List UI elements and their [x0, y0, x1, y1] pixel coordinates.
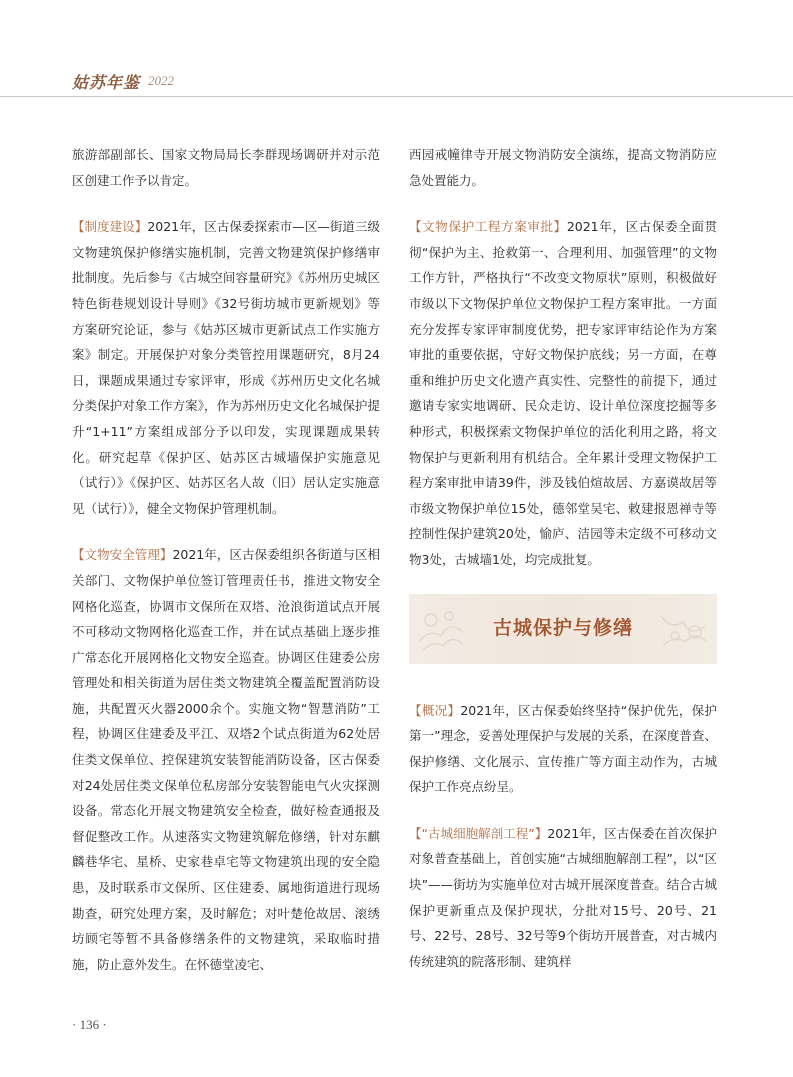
paragraph-project-approval: [409, 214, 717, 572]
paragraph-text: 2021年，区古保委在首次保护对象普查基础上，首创实施“古城细胞解剖工程”，以“区块”——街坊为实施单位对古城开展深度普查。结合古城保护更新重点及保护现状，分批对15号、20号、21号、22号、28号、32号等9个街坊开展普查，对古城内传统建筑的院落形制、建筑样: [409, 825, 718, 969]
paragraph-heritage-safety: [72, 542, 380, 977]
section-tag: 【概况】: [409, 702, 461, 718]
right-column: [409, 142, 717, 995]
paragraph-text: 2021年，区古保委全面贯彻“保护为主、抢救第一、合理利用、加强管理”的文物工作方针，严格执行“不改变文物原状”原则，积极做好市级以下文物保护单位文物保护工程方案审批。一方面充分发挥专家评审制度优势，把专家评审结论作为方案审批的重要依据，守好文物保护底线；另一方面，在尊重和维护历史文化遗产真实性、完整性的前提下，通过邀请专家实地调研、民众走访、设计单位深度挖掘等多种形式，积极探索文物保护单位的活化利用之路，将文物保护与更新利用有机结合。全年累计受理文物保护工程方案审批申请39件，涉及钱伯煊故居、方嘉谟故居等市级文物保护单位15处，德邻堂吴宅、敕建报恩禅寺等控制性保护建筑20处，愉庐、洁园等未定级不可移动文物3处，古城墙1处，均完成批复。: [409, 219, 717, 567]
section-tag: 【制度建设】: [72, 219, 148, 235]
yearbook-year: 2022: [148, 73, 174, 88]
section-title: 古城保护与修缮: [492, 616, 633, 639]
left-column: [72, 142, 380, 998]
page-number: · 136 ·: [72, 1017, 107, 1032]
paragraph-text: 2021年，区古保委组织各街道与区相关部门、文物保护单位签订管理责任书，推进文物安全网格化巡查，协调市文保所在双塔、沧浪街道试点开展不可移动文物网格化巡查工作，并在试点基础上逐步推广常态化开展网格化文物安全巡查。协调区住建委公房管理处和相关街道为居住类文物建筑全覆盖配置消防设施，共配置灭火器2000余个。实施文物“智慧消防”工程，协调区住建委及平江、双塔2个试点街道为62处居住类文保单位、控保建筑安装智能消防设备，区古保委对24处居住类文保单位私房部分安装智能电气火灾探测设备。常态化开展文物建筑安全检查，做好检查通报及督促整改工作。从速落实文物建筑解危修缮，针对东麒麟巷华宅、星桥、史家巷卓宅等文物建筑出现的安全隐患，及时联系市文保所、区住建委、属地街道进行现场勘查，研究处理方案，及时解危；对叶楚伧故居、滚绣坊顾宅等暂不具备修缮条件的文物建筑，采取临时措施，防止意外发生。在怀德堂凌宅、: [72, 547, 380, 972]
paragraph-overview: [409, 698, 717, 800]
paragraph: [409, 142, 717, 193]
paragraph-text: 旅游部副部长、国家文物局局长李群现场调研并对示范区创建工作予以肯定。: [72, 147, 380, 188]
section-banner: [409, 594, 717, 664]
paragraph-cell-project: [409, 821, 717, 975]
header-divider: [0, 96, 793, 97]
paragraph-text: 西园戒幢律寺开展文物消防安全演练，提高文物消防应急处置能力。: [409, 147, 717, 188]
page-header: [0, 0, 793, 96]
paragraph-text: 2021年，区古保委始终坚持“保护优先，保护第一”理念，妥善处理保护与发展的关系，在深度普查、保护修缮、文化展示、宣传推广等方面主动作为，古城保护工作亮点纷呈。: [409, 702, 717, 795]
cloud-pattern-icon: [657, 602, 711, 656]
paragraph-system-building: [72, 214, 380, 521]
section-tag: 【文物安全管理】: [72, 547, 173, 563]
section-tag: 【文物保护工程方案审批】: [409, 219, 567, 235]
yearbook-title: 姑苏年鉴: [72, 73, 141, 92]
section-tag: 【“古城细胞解剖工程”】: [409, 825, 548, 841]
paragraph: [72, 142, 380, 193]
cloud-pattern-icon: [415, 602, 469, 656]
paragraph-text: 2021年，区古保委探索市—区—街道三级文物建筑保护修缮实施机制，完善文物建筑保护修缮审批制度。先后参与《古城空间容量研究》《苏州历史城区特色街巷规划设计导则》《32号街坊城市更新规划》等方案研究论证，参与《姑苏区城市更新试点工作实施方案》制定。开展保护对象分类管控用课题研究，8月24日，课题成果通过专家评审，形成《苏州历史文化名城分类保护对象工作方案》，作为苏州历史文化名城保护提升“1+11”方案组成部分予以印发，实现课题成果转化。研究起草《保护区、姑苏区古城墙保护实施意见（试行）》《保护区、姑苏区名人故（旧）居认定实施意见（试行）》，健全文物保护管理机制。: [72, 219, 380, 516]
